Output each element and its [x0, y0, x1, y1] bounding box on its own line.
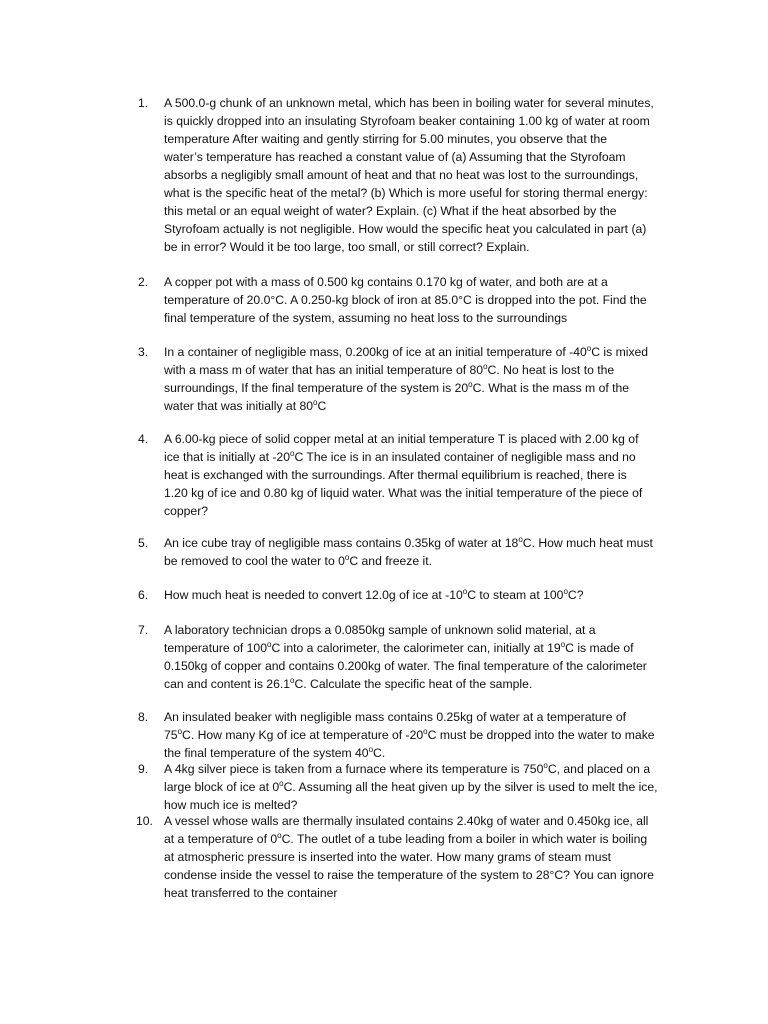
text-line: temperature After waiting and gently stirring for 5.00 minutes, you observe that the: [164, 132, 608, 146]
text-line: A copper pot with a mass of 0.500 kg contains 0.170 kg of water, and both are at a: [164, 275, 608, 289]
text-line: water that was initially at 80$^o$C: [164, 398, 327, 413]
degree-superscript: o: [468, 380, 473, 389]
text-line: can and content is 26.1$^o$C. Calculate the specific heat of the sample.: [164, 676, 533, 691]
text-line: surroundings, If the final temperature of the system is 20$^o$C. What is the mass m of the: [164, 380, 630, 395]
question-1: [138, 94, 683, 256]
degree-superscript: o: [277, 831, 282, 840]
question-text: [164, 812, 683, 902]
degree-superscript: o: [368, 745, 374, 754]
degree-superscript: o: [518, 535, 523, 544]
question-9: [138, 760, 683, 814]
question-text: [164, 708, 683, 762]
degree-superscript: o: [313, 398, 318, 407]
text-line: 75$^o$C. How many Kg of ice at temperature of -20$^o$C must be dropped into the water to make: [164, 727, 655, 742]
question-number: 5.: [138, 536, 149, 550]
question-5: [138, 534, 683, 570]
degree-superscript: o: [266, 640, 272, 649]
degree-superscript: o: [543, 761, 548, 770]
question-text: [164, 343, 683, 415]
text-line: copper?: [164, 504, 209, 518]
question-number: 3.: [138, 345, 149, 359]
text-line: A laboratory technician drops a 0.0850kg sample of unknown solid material, at a: [164, 623, 596, 637]
text-line: at a temperature of 0$^o$C. The outlet of a tube leading from a boiler in which water is boiling: [164, 831, 648, 846]
text-line: how much ice is melted?: [164, 798, 298, 812]
text-line: An insulated beaker with negligible mass contains 0.25kg of water at a temperature of: [164, 710, 627, 724]
degree-superscript: o: [483, 362, 488, 371]
text-line: ice that is initially at -20$^o$C The ice is in an insulated container of negligible mass and no: [164, 449, 636, 464]
degree-superscript: o: [177, 727, 183, 736]
text-line: is quickly dropped into an insulating Styrofoam beaker containing 1.00 kg of water at room: [164, 114, 650, 128]
text-line: A 4kg silver piece is taken from a furnace where its temperature is 750$^o$C, and placed on a: [164, 761, 651, 776]
text-line: condense inside the vessel to raise the temperature of the system to 28°C? You can ignore: [164, 868, 654, 882]
text-line: the final temperature of the system 40$^o$C.: [164, 745, 386, 760]
degree-superscript: o: [586, 344, 592, 353]
text-line: temperature of 100$^o$C into a calorimeter, the calorimeter can, initially at 19$^o$C is made of: [164, 640, 634, 655]
question-number: 2.: [138, 275, 149, 289]
question-text: [164, 430, 683, 520]
question-number: 7.: [138, 623, 149, 637]
question-6: [138, 586, 683, 604]
text-line: 0.150kg of copper and contains 0.200kg of water. The final temperature of the calorimeter: [164, 659, 647, 673]
degree-superscript: o: [423, 727, 428, 736]
text-line: temperature of 20.0°C. A 0.250-kg block of iron at 85.0°C is dropped into the pot. Find the: [164, 293, 647, 307]
text-line: heat transferred to the container: [164, 886, 338, 900]
text-line: at atmospheric pressure is inserted into the water. How many grams of steam must: [164, 850, 612, 864]
text-line: 1.20 kg of ice and 0.80 kg of liquid water. What was the initial temperature of the piece of: [164, 486, 643, 500]
text-line: heat is exchanged with the surroundings. After thermal equilibrium is reached, there is: [164, 468, 627, 482]
degree-superscript: o: [560, 640, 566, 649]
text-line: In a container of negligible mass, 0.200kg of ice at an initial temperature of -40$^o$C is mixed: [164, 344, 649, 359]
degree-superscript: o: [279, 779, 284, 788]
question-10: [138, 812, 683, 902]
degree-superscript: o: [290, 676, 295, 685]
text-line: what is the specific heat of the metal? (b) Which is more useful for storing thermal energy:: [164, 186, 648, 200]
text-line: be in error? Would it be too large, too small, or still correct? Explain.: [164, 240, 530, 254]
question-text: [164, 273, 683, 327]
degree-superscript: o: [344, 553, 350, 562]
text-line: A 500.0-g chunk of an unknown metal, which has been in boiling water for several minutes,: [164, 96, 654, 110]
text-line: absorbs a negligibly small amount of heat and that no heat was lost to the surroundings,: [164, 168, 639, 182]
question-number: 10.: [136, 814, 153, 828]
text-line: be removed to cool the water to 0$^o$C and freeze it.: [164, 553, 432, 568]
degree-superscript: o: [290, 449, 295, 458]
text-line: Styrofoam actually is not negligible. How would the specific heat you calculated in part (a): [164, 222, 647, 236]
question-text: [164, 586, 683, 604]
question-8: [138, 708, 683, 762]
text-line: large block of ice at 0$^o$C. Assuming all the heat given up by the silver is used to melt the ice,: [164, 779, 658, 794]
text-line: this metal or an equal weight of water? Explain. (c) What if the heat absorbed by the: [164, 204, 617, 218]
question-number: 9.: [138, 762, 149, 776]
question-text: [164, 760, 683, 814]
question-text: [164, 621, 683, 693]
question-3: [138, 343, 683, 415]
text-line: A vessel whose walls are thermally insulated contains 2.40kg of water and 0.450kg ice, all: [164, 814, 649, 828]
text-line: water’s temperature has reached a constant value of (a) Assuming that the Styrofoam: [164, 150, 626, 164]
question-number: 1.: [138, 96, 149, 110]
question-4: [138, 430, 683, 520]
question-7: [138, 621, 683, 693]
question-number: 6.: [138, 588, 149, 602]
question-2: [138, 273, 683, 327]
question-number: 4.: [138, 432, 149, 446]
degree-superscript: o: [563, 587, 568, 596]
text-line: How much heat is needed to convert 12.0g of ice at -10$^o$C to steam at 100$^o$C?: [164, 587, 584, 602]
degree-superscript: o: [462, 587, 468, 596]
text-line: final temperature of the system, assuming no heat loss to the surroundings: [164, 311, 568, 325]
question-text: [164, 94, 683, 256]
question-text: [164, 534, 683, 570]
question-number: 8.: [138, 710, 149, 724]
text-line: An ice cube tray of negligible mass contains 0.35kg of water at 18$^o$C. How much heat must: [164, 535, 653, 550]
text-line: A 6.00-kg piece of solid copper metal at an initial temperature T is placed with 2.00 kg of: [164, 432, 639, 446]
text-line: with a mass m of water that has an initial temperature of 80$^o$C. No heat is lost to the: [164, 362, 615, 377]
